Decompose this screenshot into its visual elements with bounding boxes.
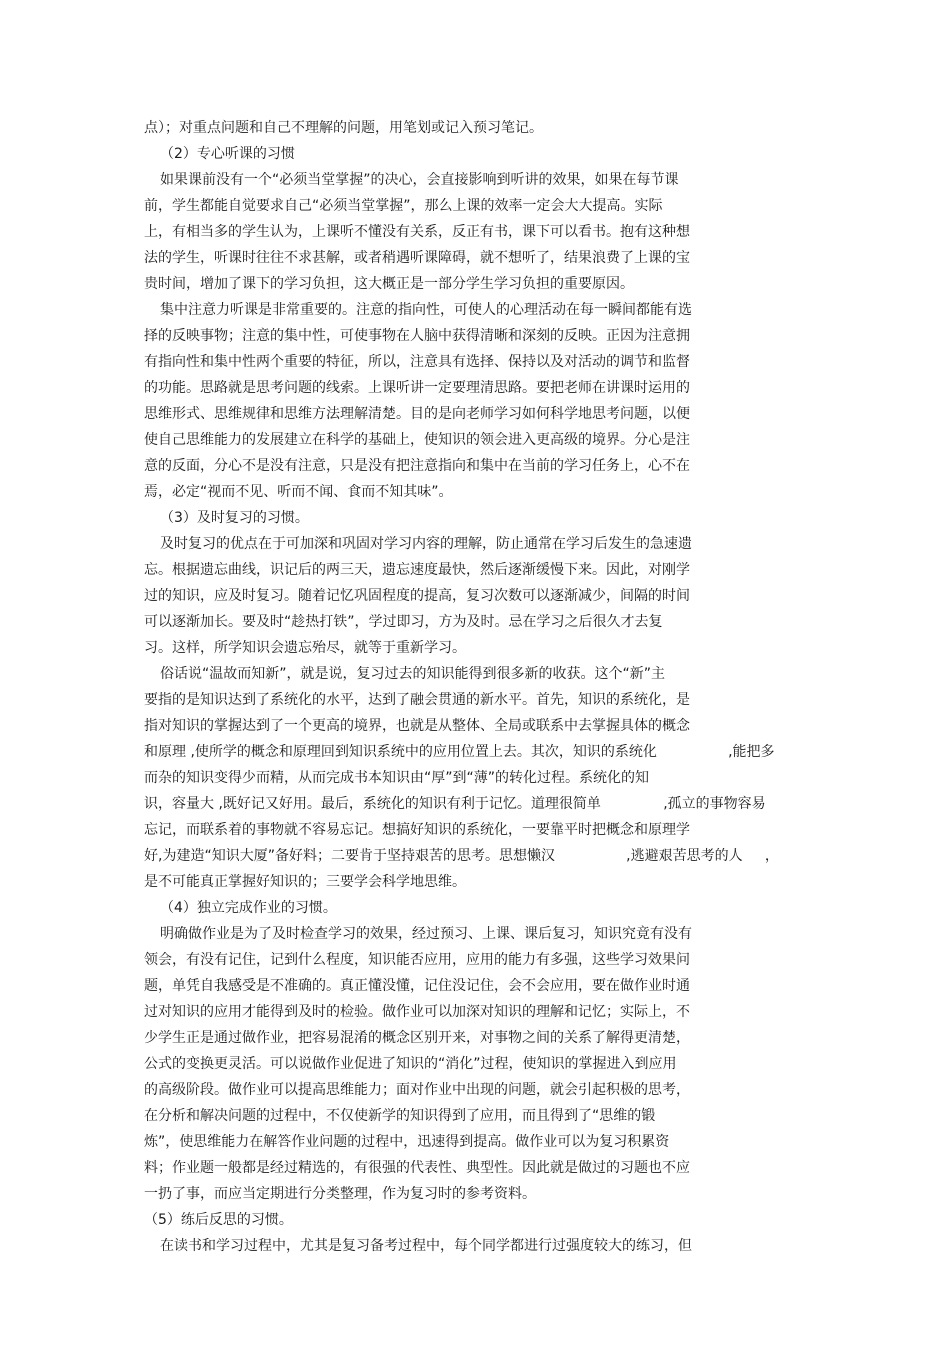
text-line: 识，容量大 ,既好记又好用。最后，系统化的知识有利于记忆。道理很简单 ,孤立的事物容易 (144, 796, 766, 812)
text-line: 题，单凭自我感受是不准确的。真正懂没懂，记住没记住，会不会应用，要在做作业时通 (144, 978, 690, 994)
text-line: 明确做作业是为了及时检查学习的效果，经过预习、上课、课后复习，知识究竟有没有 (160, 926, 692, 942)
text-line: 料；作业题一般都是经过精选的，有很强的代表性、典型性。因此就是做过的习题也不应 (144, 1160, 690, 1176)
text-line: 集中注意力听课是非常重要的。注意的指向性，可使人的心理活动在每一瞬间都能有选 (160, 302, 692, 318)
text-line: 和原理 ,使所学的概念和原理回到知识系统中的应用位置上去。其次，知识的系统化 ,能把多 (144, 744, 775, 760)
text-line: 俗话说“温故而知新”，就是说，复习过去的知识能得到很多新的收获。这个“新”主 (160, 666, 666, 682)
text-line: 一扔了事，而应当定期进行分类整理，作为复习时的参考资料。 (144, 1186, 536, 1202)
text-line: （5）练后反思的习惯。 (144, 1212, 293, 1228)
text-line: 前，学生都能自觉要求自己“必须当堂掌握”，那么上课的效率一定会大大提高。实际 (144, 198, 663, 214)
text-line: 公式的变换更灵活。可以说做作业促进了知识的“消化”过程，使知识的掌握进入到应用 (144, 1056, 677, 1072)
section-heading: （4）独立完成作业的习惯。 (160, 900, 337, 916)
text-line: 思维形式、思维规律和思维方法理解清楚。目的是向老师学习如何科学地思考问题，以便 (144, 406, 690, 422)
text-line: 好,为建造“知识大厦”备好料；二要肯于坚持艰苦的思考。思想懒汉 ,逃避艰苦思考的人 ， (144, 848, 779, 864)
text-line: 的功能。思路就是思考问题的线索。上课听讲一定要理清思路。要把老师在讲课时运用的 (144, 380, 690, 396)
text-line: 使自己思维能力的发展建立在科学的基础上，使知识的领会进入更高级的境界。分心是注 (144, 432, 690, 448)
text-line: 过的知识，应及时复习。随着记忆巩固程度的提高，复习次数可以逐渐减少，间隔的时间 (144, 588, 690, 604)
text-line: 可以逐渐加长。要及时“趁热打铁”，学过即习，方为及时。忌在学习之后很久才去复 (144, 614, 663, 630)
text-line: 过对知识的应用才能得到及时的检验。做作业可以加深对知识的理解和记忆；实际上，不 (144, 1004, 690, 1020)
text-line: 少学生正是通过做作业，把容易混淆的概念区别开来，对事物之间的关系了解得更清楚， (144, 1030, 690, 1046)
text-line: 要指的是知识达到了系统化的水平，达到了融会贯通的新水平。首先，知识的系统化，是 (144, 692, 690, 708)
text-line: 点）；对重点问题和自己不理解的问题，用笔划或记入预习笔记。 (144, 120, 543, 136)
text-line: 择的反映事物；注意的集中性，可使事物在人脑中获得清晰和深刻的反映。正因为注意拥 (144, 328, 690, 344)
text-line: 有指向性和集中性两个重要的特征，所以，注意具有选择、保持以及对活动的调节和监督 (144, 354, 690, 370)
text-line: 忘。根据遗忘曲线，识记后的两三天，遗忘速度最快，然后逐渐缓慢下来。因此，对刚学 (144, 562, 690, 578)
text-line: 的高级阶段。做作业可以提高思维能力；面对作业中出现的问题，就会引起积极的思考， (144, 1082, 690, 1098)
text-line: 领会，有没有记住，记到什么程度，知识能否应用，应用的能力有多强，这些学习效果问 (144, 952, 690, 968)
text-line: 贵时间，增加了课下的学习负担，这大概正是一部分学生学习负担的重要原因。 (144, 276, 634, 292)
section-heading: （2）专心听课的习惯 (160, 146, 295, 162)
section-heading: （3）及时复习的习惯。 (160, 510, 309, 526)
text-line: 是不可能真正掌握好知识的；三要学会科学地思维。 (144, 874, 466, 890)
text-line: 而杂的知识变得少而精，从而完成书本知识由“厚”到“薄”的转化过程。系统化的知 (144, 770, 650, 786)
text-line: 上，有相当多的学生认为，上课听不懂没有关系，反正有书，课下可以看书。抱有这种想 (144, 224, 690, 240)
text-line: 炼”，使思维能力在解答作业问题的过程中，迅速得到提高。做作业可以为复习积累资 (144, 1134, 670, 1150)
text-line: 指对知识的掌握达到了一个更高的境界，也就是从整体、全局或联系中去掌握具体的概念 (144, 718, 690, 734)
text-line: 忘记，而联系着的事物就不容易忘记。想搞好知识的系统化，一要靠平时把概念和原理学 (144, 822, 690, 838)
text-line: 如果课前没有一个“必须当堂掌握”的决心，会直接影响到听讲的效果，如果在每节课 (160, 172, 679, 188)
text-line: 法的学生，听课时往往不求甚解，或者稍遇听课障碍，就不想听了，结果浪费了上课的宝 (144, 250, 690, 266)
text-line: 意的反面，分心不是没有注意，只是没有把注意指向和集中在当前的学习任务上，心不在 (144, 458, 690, 474)
section-heading: 在读书和学习过程中，尤其是复习备考过程中，每个同学都进行过强度较大的练习，但 (160, 1238, 692, 1254)
text-line: 在分析和解决问题的过程中，不仅使新学的知识得到了应用，而且得到了“思维的锻 (144, 1108, 656, 1124)
text-line: 及时复习的优点在于可加深和巩固对学习内容的理解，防止通常在学习后发生的急速遗 (160, 536, 692, 552)
text-line: 习。这样，所学知识会遗忘殆尽，就等于重新学习。 (144, 640, 466, 656)
text-line: 焉，必定“视而不见、听而不闻、食而不知其味”。 (144, 484, 453, 500)
